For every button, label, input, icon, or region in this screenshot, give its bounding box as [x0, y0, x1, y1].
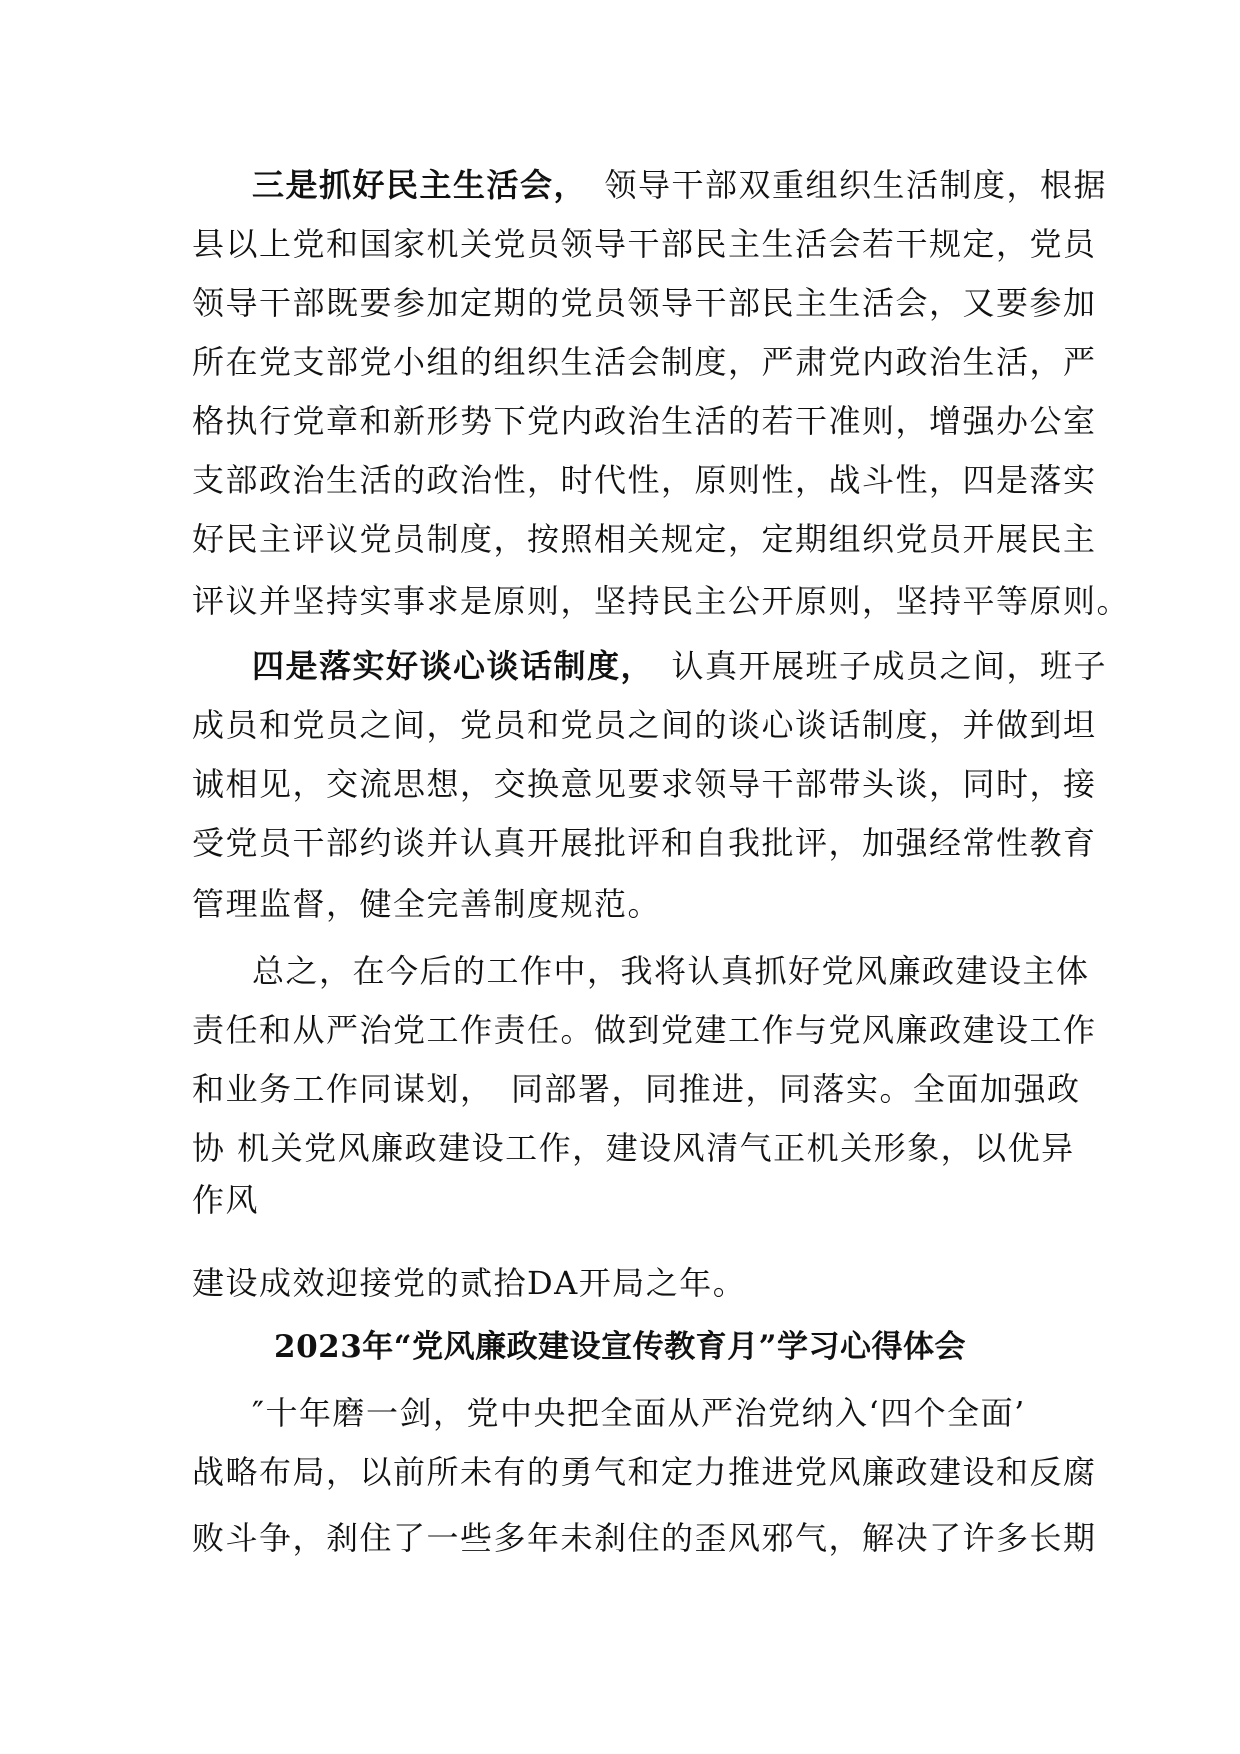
paragraph-3-line-6: 建设成效迎接党的贰拾DA开局之年。: [192, 1264, 747, 1302]
paragraph-1-line-1: [252, 165, 1107, 205]
paragraph-4-line-3: 败斗争，刹住了一些多年未刹住的歪风邪气，解决了许多长期: [192, 1519, 1097, 1557]
paragraph-2-line-1-text: 认真开展班子成员之间，班子: [638, 647, 1108, 685]
paragraph-1-line-8: 评议并坚持实事求是原则，坚持民主公开原则，坚持平等原则。: [192, 582, 1131, 620]
paragraph-1-lead: 三是抓好民主生活会，: [252, 166, 572, 204]
paragraph-1-line-1-text: 领导干部双重组织生活制度，根据: [571, 166, 1108, 204]
paragraph-1-line-3: 领导干部既要参加定期的党员领导干部民主生活会，又要参加: [192, 284, 1097, 322]
paragraph-2-line-2: 成员和党员之间，党员和党员之间的谈心谈话制度，并做到坦: [192, 706, 1097, 744]
paragraph-3-line-2: 责任和从严治党工作责任。做到党建工作与党风廉政建设工作: [192, 1011, 1097, 1049]
paragraph-2-line-4: 受党员干部约谈并认真开展批评和自我批评，加强经常性教育: [192, 824, 1097, 862]
paragraph-3-line-3: 和业务工作同谋划， 同部署，同推进，同落实。全面加强政: [192, 1070, 1081, 1108]
paragraph-1-line-2: 县以上党和国家机关党员领导干部民主生活会若干规定，党员: [192, 225, 1097, 263]
paragraph-1-line-7: 好民主评议党员制度，按照相关规定，定期组织党员开展民主: [192, 520, 1097, 558]
paragraph-4-line-1: ″十年磨一剑，党中央把全面从严治党纳入‘四个全面’: [252, 1394, 1026, 1432]
paragraph-3-line-4: 协 机关党风廉政建设工作，建设风清气正机关形象，以优异: [192, 1129, 1075, 1167]
paragraph-3-line-1: 总之，在今后的工作中，我将认真抓好党风廉政建设主体: [252, 952, 1090, 990]
paragraph-2-line-5: 管理监督，健全完善制度规范。: [192, 885, 662, 923]
paragraph-1-line-5: 格执行党章和新形势下党内政治生活的若干准则，增强办公室: [192, 402, 1097, 440]
paragraph-3-line-5: 作风: [192, 1181, 260, 1219]
paragraph-1-line-6: 支部政治生活的政治性，时代性，原则性，战斗性，四是落实: [192, 461, 1097, 499]
paragraph-2-lead: 四是落实好谈心谈话制度，: [252, 647, 639, 685]
paragraph-2-line-1: [252, 646, 1107, 686]
paragraph-2-line-3: 诚相见，交流思想，交换意见要求领导干部带头谈，同时，接: [192, 765, 1097, 803]
paragraph-4-line-2: 战略布局，以前所未有的勇气和定力推进党风廉政建设和反腐: [192, 1453, 1097, 1491]
paragraph-1-line-4: 所在党支部党小组的组织生活会制度，严肃党内政治生活，严: [192, 343, 1097, 381]
section-title: 2023年“党风廉政建设宣传教育月”学习心得体会: [274, 1329, 966, 1365]
